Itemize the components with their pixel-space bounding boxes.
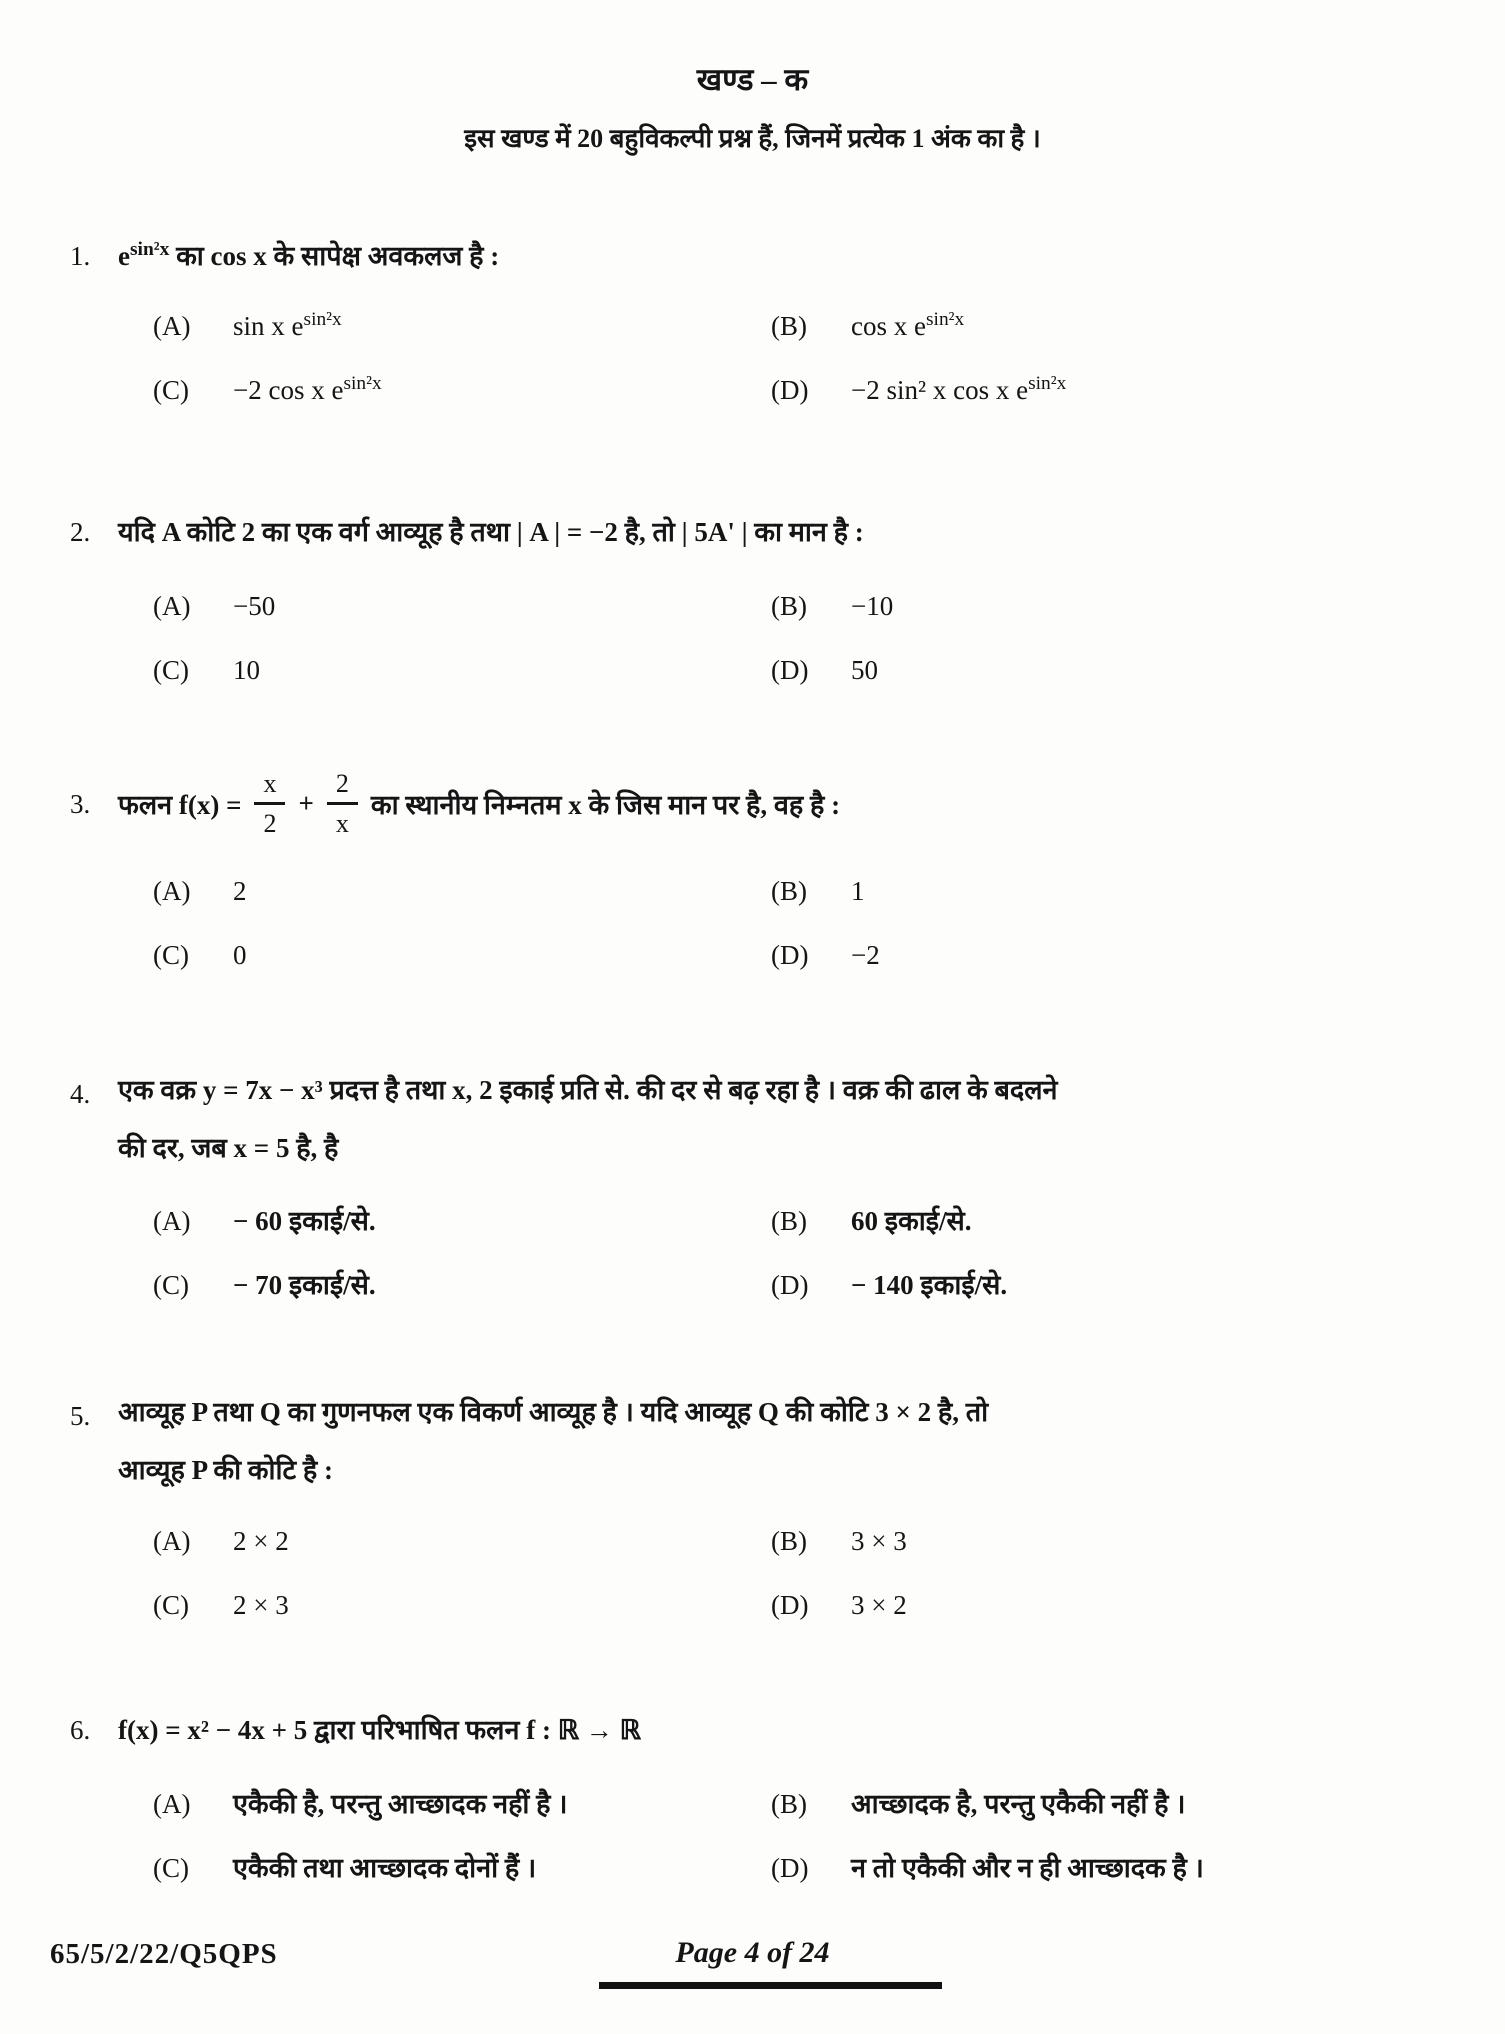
q4-option-a bbox=[153, 1203, 771, 1239]
q4-option-b bbox=[771, 1203, 1505, 1239]
q5-option-b-label: (B) bbox=[771, 1526, 807, 1556]
q5-option-c bbox=[153, 1587, 771, 1623]
q1-math-base: e bbox=[118, 241, 130, 271]
q1-option-c-exponent: sin²x bbox=[343, 373, 382, 394]
q6-option-a-label: (A) bbox=[153, 1789, 191, 1819]
q5-option-a bbox=[153, 1523, 771, 1559]
q3-option-b bbox=[771, 873, 1505, 909]
q4-option-a-label: (A) bbox=[153, 1206, 191, 1236]
q4-text-line-1: एक वक्र y = 7x − x³ प्रदत्त है तथा x, 2 इकाई प्रति से. की दर से बढ़ रहा है । वक्र की ढाल के बदलने bbox=[118, 1075, 1058, 1105]
q6-option-a-value: एकैकी है, परन्तु आच्छादक नहीं है । bbox=[233, 1789, 568, 1819]
q1-option-d-value bbox=[851, 372, 1066, 408]
q2-option-c bbox=[153, 652, 771, 688]
q6-option-b-value: आच्छादक है, परन्तु एकैकी नहीं है । bbox=[851, 1789, 1186, 1819]
q5-text-line-1: आव्यूह P तथा Q का गुणनफल एक विकर्ण आव्यूह है । यदि आव्यूह Q की कोटि 3 × 2 है, तो bbox=[118, 1397, 989, 1427]
q6-option-d bbox=[771, 1850, 1505, 1886]
question-5-number: 5. bbox=[70, 1401, 91, 1431]
q2-option-b-label: (B) bbox=[771, 591, 807, 621]
question-3 bbox=[0, 768, 1505, 973]
q3-fraction-1-numerator: x bbox=[254, 768, 285, 805]
q1-option-d-exponent: sin²x bbox=[1028, 373, 1067, 394]
question-3-number: 3. bbox=[70, 788, 91, 819]
q4-option-b-label: (B) bbox=[771, 1206, 807, 1236]
footer-page-number: Page 4 of 24 bbox=[675, 1936, 830, 1969]
question-6 bbox=[0, 1710, 1505, 1886]
question-5 bbox=[0, 1392, 1505, 1623]
q5-option-b-value: 3 × 3 bbox=[851, 1526, 907, 1556]
question-3-text bbox=[118, 768, 840, 839]
q3-option-c bbox=[153, 937, 771, 973]
q1-option-b-exponent: sin²x bbox=[925, 309, 965, 330]
footer-underline-rule bbox=[599, 1982, 942, 1989]
q4-option-c-value: − 70 इकाई/से. bbox=[233, 1270, 376, 1300]
q6-option-a bbox=[153, 1786, 771, 1822]
q6-option-c bbox=[153, 1850, 771, 1886]
q5-option-d bbox=[771, 1587, 1505, 1623]
q5-option-b bbox=[771, 1523, 1505, 1559]
q1-option-b-value bbox=[851, 308, 964, 344]
q1-option-d-base: −2 sin² x cos x e bbox=[851, 375, 1029, 405]
q1-option-b-base: cos x e bbox=[851, 311, 926, 341]
q6-option-d-label: (D) bbox=[771, 1853, 809, 1883]
q3-option-b-label: (B) bbox=[771, 876, 807, 907]
question-4 bbox=[0, 1070, 1505, 1303]
question-6-number: 6. bbox=[70, 1715, 91, 1745]
q1-option-c-value bbox=[233, 372, 382, 408]
q1-option-a-label: (A) bbox=[153, 311, 191, 341]
q1-option-a-exponent: sin²x bbox=[303, 309, 342, 330]
q6-option-c-value: एकैकी तथा आच्छादक दोनों हैं । bbox=[233, 1853, 537, 1883]
q3-option-b-value: 1 bbox=[851, 876, 865, 907]
q6-option-b-label: (B) bbox=[771, 1789, 807, 1819]
q4-option-d bbox=[771, 1267, 1505, 1303]
q4-option-a-value: − 60 इकाई/से. bbox=[233, 1206, 376, 1236]
q4-option-d-value: − 140 इकाई/से. bbox=[851, 1270, 1008, 1300]
q3-option-a-label: (A) bbox=[153, 876, 191, 907]
q5-option-d-label: (D) bbox=[771, 1590, 809, 1620]
q2-option-d bbox=[771, 652, 1505, 688]
q3-fraction-1-denominator: 2 bbox=[263, 809, 277, 839]
question-6-text: f(x) = x² − 4x + 5 द्वारा परिभाषित फलन f : ℝ → ℝ bbox=[118, 1715, 641, 1745]
q3-option-d-label: (D) bbox=[771, 940, 809, 971]
question-4-text bbox=[118, 1061, 1058, 1177]
q1-option-d-label: (D) bbox=[771, 375, 809, 405]
q6-option-b bbox=[771, 1786, 1505, 1822]
q4-option-c-label: (C) bbox=[153, 1270, 189, 1300]
q5-option-d-value: 3 × 2 bbox=[851, 1590, 907, 1620]
q2-option-b bbox=[771, 588, 1505, 624]
footer-paper-code: 65/5/2/22/Q5QPS bbox=[50, 1938, 278, 1970]
q2-option-d-value: 50 bbox=[851, 655, 878, 685]
question-1-number: 1. bbox=[70, 241, 91, 271]
q6-option-d-value: न तो एकैकी और न ही आच्छादक है । bbox=[851, 1853, 1204, 1883]
question-1-text bbox=[118, 236, 499, 276]
question-2-text: यदि A कोटि 2 का एक वर्ग आव्यूह है तथा | A | = −2 है, तो | 5A' | का मान है : bbox=[118, 517, 864, 547]
q3-fraction-1 bbox=[254, 768, 285, 839]
q3-option-d bbox=[771, 937, 1505, 973]
section-title: खण्ड – क bbox=[696, 62, 809, 97]
q1-math-exponent: sin²x bbox=[129, 239, 170, 260]
q2-option-c-value: 10 bbox=[233, 655, 260, 685]
q5-option-c-value: 2 × 3 bbox=[233, 1590, 289, 1620]
q4-text-line-2: की दर, जब x = 5 है, है bbox=[118, 1133, 339, 1163]
question-5-text bbox=[118, 1383, 988, 1499]
question-1 bbox=[0, 236, 1505, 408]
q1-option-d bbox=[771, 372, 1505, 408]
question-4-number: 4. bbox=[70, 1079, 91, 1109]
q2-option-a-value: −50 bbox=[233, 591, 276, 621]
q5-option-c-label: (C) bbox=[153, 1590, 189, 1620]
q2-option-c-label: (C) bbox=[153, 655, 189, 685]
q1-option-c bbox=[153, 372, 771, 408]
q2-option-a-label: (A) bbox=[153, 591, 191, 621]
q1-option-b bbox=[771, 308, 1505, 344]
q3-option-a bbox=[153, 873, 771, 909]
q3-fraction-2-numerator: 2 bbox=[327, 768, 358, 805]
q1-option-a-base: sin x e bbox=[233, 311, 304, 341]
section-note: इस खण्ड में 20 बहुविकल्पी प्रश्न हैं, जिनमें प्रत्येक 1 अंक का है । bbox=[464, 124, 1041, 153]
q5-text-line-2: आव्यूह P की कोटि है : bbox=[118, 1455, 333, 1485]
q4-option-c bbox=[153, 1267, 771, 1303]
q3-option-d-value: −2 bbox=[851, 940, 880, 971]
q1-option-a bbox=[153, 308, 771, 344]
q1-option-c-label: (C) bbox=[153, 375, 189, 405]
q2-option-b-value: −10 bbox=[851, 591, 894, 621]
q6-option-c-label: (C) bbox=[153, 1853, 189, 1883]
q5-option-a-label: (A) bbox=[153, 1526, 191, 1556]
q3-text-pre: फलन f(x) = bbox=[118, 790, 242, 821]
q1-option-a-value bbox=[233, 308, 342, 344]
q3-text-post: का स्थानीय निम्नतम x के जिस मान पर है, वह है : bbox=[370, 790, 841, 821]
q3-option-c-value: 0 bbox=[233, 940, 247, 971]
question-2 bbox=[0, 512, 1505, 688]
q1-text-rest: का cos x के सापेक्ष अवकलज है : bbox=[169, 241, 500, 271]
q3-fraction-2-denominator: x bbox=[335, 809, 349, 839]
q4-option-b-value: 60 इकाई/से. bbox=[851, 1206, 972, 1236]
q3-plus-sign: + bbox=[298, 788, 314, 819]
q4-option-d-label: (D) bbox=[771, 1270, 809, 1300]
q5-option-a-value: 2 × 2 bbox=[233, 1526, 289, 1556]
q2-option-a bbox=[153, 588, 771, 624]
q1-option-b-label: (B) bbox=[771, 311, 807, 341]
question-2-number: 2. bbox=[70, 517, 91, 547]
q3-fraction-2 bbox=[327, 768, 358, 839]
q3-option-a-value: 2 bbox=[233, 876, 247, 907]
q1-option-c-base: −2 cos x e bbox=[233, 375, 344, 405]
q3-option-c-label: (C) bbox=[153, 940, 189, 971]
q2-option-d-label: (D) bbox=[771, 655, 809, 685]
